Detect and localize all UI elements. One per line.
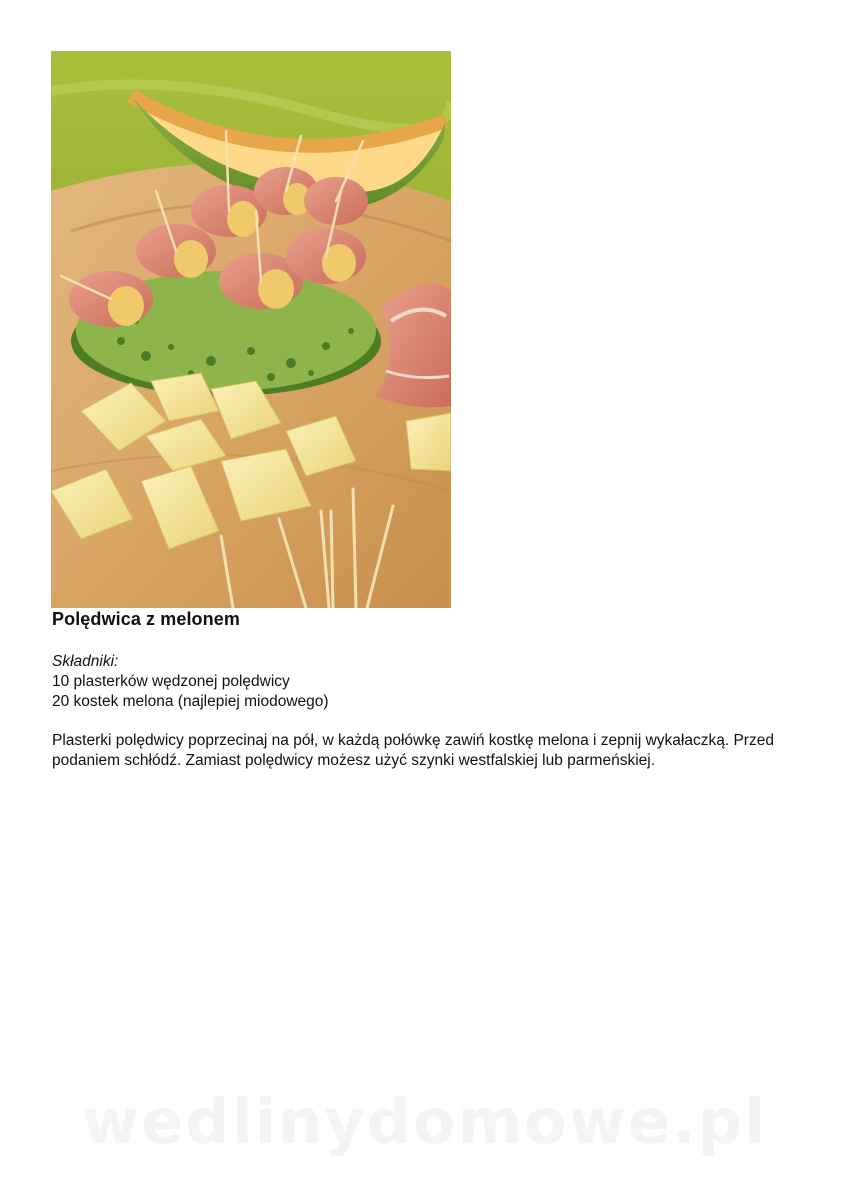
ingredients-label: Składniki:: [52, 653, 119, 670]
ingredient-item: 10 plasterków wędzonej polędwicy: [52, 673, 290, 690]
recipe-photo: [51, 51, 451, 608]
ingredients-section: [52, 652, 329, 712]
food-photo-icon: [51, 51, 451, 608]
watermark: wedlinydomowe.pl: [81, 1085, 768, 1158]
recipe-title: Polędwica z melonem: [52, 609, 240, 629]
ingredient-item: 20 kostek melona (najlepiej miodowego): [52, 693, 329, 710]
recipe-instructions: Plasterki polędwicy poprzecinaj na pół, w każdą połówkę zawiń kostkę melona i zepnij wykałaczką. Przed podaniem schłódź. Zamiast polędwicy możesz użyć szynki westfalskiej lub parmeńskiej.: [52, 732, 774, 769]
